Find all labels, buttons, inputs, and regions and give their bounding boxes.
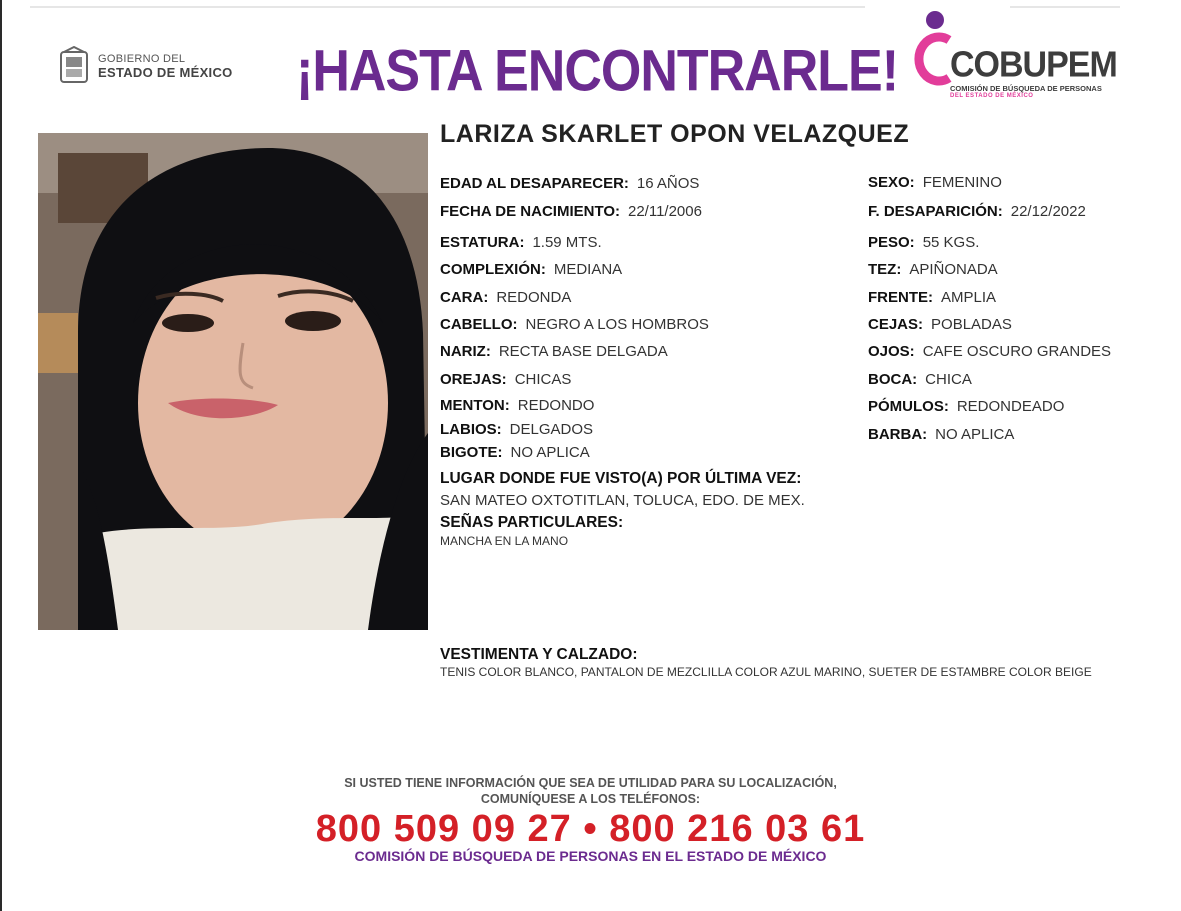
- clothing-value: TENIS COLOR BLANCO, PANTALON DE MEZCLILLA COLOR AZUL MARINO, SUETER DE ESTAMBRE COLOR BEIGE: [440, 665, 1092, 679]
- field-label: CARA:: [440, 289, 489, 306]
- field-hair: [440, 316, 709, 333]
- last-seen-label: LUGAR DONDE FUE VISTO(A) POR ÚLTIMA VEZ:: [440, 470, 802, 487]
- field-value: REDONDO: [517, 397, 595, 414]
- field-label: SEXO:: [868, 174, 915, 191]
- field-height: [440, 234, 602, 251]
- field-value: CHICA: [925, 371, 972, 388]
- field-sex: [868, 174, 1002, 191]
- phone-separator: •: [583, 808, 598, 850]
- field-value: 1.59 MTS.: [532, 234, 602, 251]
- field-mouth: [868, 371, 972, 388]
- last-seen-value: SAN MATEO OXTOTITLAN, TOLUCA, EDO. DE MEX.: [440, 492, 805, 509]
- field-label: TEZ:: [868, 261, 902, 278]
- field-value: REDONDEADO: [956, 398, 1065, 415]
- field-value: FEMENINO: [922, 174, 1002, 191]
- field-label: COMPLEXIÓN:: [440, 261, 546, 278]
- field-value: CAFE OSCURO GRANDES: [922, 343, 1112, 360]
- phone-number-1[interactable]: 800 509 09 27: [315, 808, 572, 850]
- field-value: 55 KGS.: [922, 234, 980, 251]
- field-value: NEGRO A LOS HOMBROS: [525, 316, 709, 333]
- contact-info-line-1: SI USTED TIENE INFORMACIÓN QUE SEA DE UTILIDAD PARA SU LOCALIZACIÓN,: [344, 776, 837, 790]
- field-value: NO APLICA: [510, 444, 590, 461]
- field-label: LABIOS:: [440, 421, 502, 438]
- field-label: EDAD AL DESAPARECER:: [440, 175, 629, 192]
- field-label: BIGOTE:: [440, 444, 503, 461]
- clothing-label: VESTIMENTA Y CALZADO:: [440, 646, 638, 663]
- field-label: ESTATURA:: [440, 234, 525, 251]
- field-value: POBLADAS: [931, 316, 1012, 333]
- missing-person-photo: [38, 133, 428, 630]
- poster-title: ¡HASTA ENCONTRARLE!: [296, 39, 899, 105]
- field-age: [440, 175, 699, 192]
- field-birthdate: [440, 203, 702, 220]
- field-value: NO APLICA: [935, 426, 1015, 443]
- field-chin: [440, 397, 594, 414]
- portrait-image: [38, 133, 428, 630]
- field-value: 22/11/2006: [628, 203, 702, 220]
- field-build: [440, 261, 622, 278]
- footer-organization: COMISIÓN DE BÚSQUEDA DE PERSONAS EN EL ESTADO DE MÉXICO: [354, 848, 827, 864]
- phone-numbers: [0, 808, 1181, 851]
- field-label: OREJAS:: [440, 371, 507, 388]
- field-label: F. DESAPARICIÓN:: [868, 203, 1003, 220]
- field-ears: [440, 371, 571, 388]
- field-value: 22/12/2022: [1010, 203, 1086, 220]
- field-label: CEJAS:: [868, 316, 924, 333]
- divider: [30, 6, 865, 8]
- field-label: NARIZ:: [440, 343, 491, 360]
- cobupem-subtitle: COMISIÓN DE BÚSQUEDA DE PERSONAS: [950, 84, 1102, 93]
- field-label: FECHA DE NACIMIENTO:: [440, 203, 620, 220]
- field-label: CABELLO:: [440, 316, 518, 333]
- field-disappearance-date: [868, 203, 1086, 220]
- field-weight: [868, 234, 979, 251]
- contact-info-line-2: COMUNÍQUESE A LOS TELÉFONOS:: [480, 792, 701, 806]
- field-label: BOCA:: [868, 371, 918, 388]
- government-name: [98, 53, 233, 79]
- cobupem-logo-icon: [905, 10, 1117, 100]
- field-value: CHICAS: [514, 371, 572, 388]
- field-value: 16 AÑOS: [636, 175, 700, 192]
- field-value: RECTA BASE DELGADA: [498, 343, 668, 360]
- field-lips: [440, 421, 593, 438]
- phone-number-2[interactable]: 800 216 03 61: [609, 808, 866, 850]
- field-cheekbones: [868, 398, 1064, 415]
- field-value: REDONDA: [496, 289, 572, 306]
- field-label: OJOS:: [868, 343, 915, 360]
- field-beard: [868, 426, 1014, 443]
- government-logo: [58, 46, 233, 86]
- field-value: DELGADOS: [509, 421, 594, 438]
- field-mustache: [440, 444, 590, 461]
- distinguishing-marks-value: MANCHA EN LA MANO: [440, 534, 569, 548]
- person-name: LARIZA SKARLET OPON VELAZQUEZ: [440, 120, 910, 148]
- divider: [1010, 6, 1120, 8]
- field-value: AMPLIA: [941, 289, 997, 306]
- field-eyebrows: [868, 316, 1012, 333]
- field-label: FRENTE:: [868, 289, 933, 306]
- field-value: APIÑONADA: [909, 261, 998, 278]
- state-coat-of-arms-icon: [58, 46, 90, 86]
- field-label: PÓMULOS:: [868, 398, 949, 415]
- field-face: [440, 289, 571, 306]
- gov-line-2: ESTADO DE MÉXICO: [98, 65, 233, 80]
- field-complexion: [868, 261, 998, 278]
- gov-line-1: GOBIERNO DEL: [98, 53, 186, 65]
- cobupem-wordmark: COBUPEM: [950, 45, 1117, 85]
- distinguishing-marks-label: SEÑAS PARTICULARES:: [440, 514, 624, 531]
- field-nose: [440, 343, 668, 360]
- field-label: PESO:: [868, 234, 915, 251]
- field-eyes: [868, 343, 1111, 360]
- field-value: MEDIANA: [553, 261, 623, 278]
- field-forehead: [868, 289, 996, 306]
- cobupem-subtitle-state: DEL ESTADO DE MÉXICO: [950, 93, 1034, 99]
- field-label: BARBA:: [868, 426, 928, 443]
- field-label: MENTON:: [440, 397, 510, 414]
